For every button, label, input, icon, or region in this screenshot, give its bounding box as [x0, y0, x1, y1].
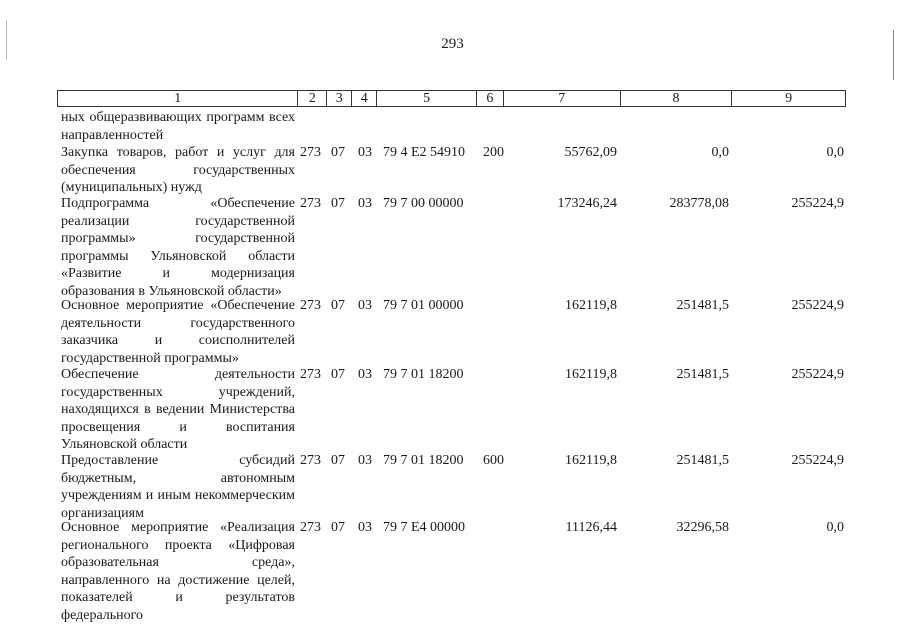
cell-grbs: 273	[300, 367, 321, 382]
column-header-4: 4	[352, 91, 377, 106]
cell-section: 07	[331, 453, 345, 468]
row-description: Основное мероприятие «Реализация регионального проекта «Цифровая образовательная среда», направленного на достижение целей, показателей и результатов федерального	[61, 520, 295, 623]
cell-amount-col7: 11126,44	[565, 520, 617, 535]
cell-amount-col8: 251481,5	[676, 453, 729, 468]
row-description: Основное мероприятие «Обеспечение деятельности государственного заказчика и соисполнителей государственной программы»	[61, 298, 295, 366]
table-header	[57, 90, 846, 107]
column-header-1: 1	[58, 91, 298, 106]
scan-edge-mark	[893, 30, 894, 80]
column-header-7: 7	[504, 91, 621, 106]
cell-grbs: 273	[300, 145, 321, 160]
scan-edge-mark	[6, 20, 7, 60]
cell-amount-col8: 283778,08	[669, 196, 729, 211]
cell-amount-col9: 255224,9	[791, 298, 844, 313]
cell-section: 07	[331, 298, 345, 313]
cell-expense-type: 200	[483, 145, 504, 160]
row-description: Предоставление субсидий бюджетным, автономным учреждениям и иным некоммерческим организациям	[61, 453, 295, 521]
cell-subsection: 03	[358, 520, 372, 535]
cell-subsection: 03	[358, 453, 372, 468]
cell-subsection: 03	[358, 196, 372, 211]
cell-target-article: 79 7 00 00000	[383, 196, 464, 211]
cell-amount-col8: 251481,5	[676, 298, 729, 313]
cell-amount-col8: 0,0	[711, 145, 729, 160]
cell-amount-col8: 32296,58	[676, 520, 729, 535]
cell-amount-col9: 255224,9	[791, 453, 844, 468]
cell-grbs: 273	[300, 453, 321, 468]
cell-amount-col9: 255224,9	[791, 196, 844, 211]
cell-amount-col7: 162119,8	[565, 367, 617, 382]
cell-amount-col7: 173246,24	[557, 196, 617, 211]
cell-target-article: 79 7 Е4 00000	[383, 520, 466, 535]
cell-amount-col7: 55762,09	[564, 145, 617, 160]
column-header-5: 5	[377, 91, 477, 106]
column-header-2: 2	[298, 91, 327, 106]
row-description: Подпрограмма «Обеспечение реализации государственной программы» государственной программы Ульяновской области «Развитие и модернизация образования в Ульяновской области»	[61, 196, 295, 299]
cell-subsection: 03	[358, 298, 372, 313]
cell-expense-type: 600	[483, 453, 504, 468]
cell-subsection: 03	[358, 145, 372, 160]
cell-target-article: 79 7 01 00000	[383, 298, 464, 313]
cell-amount-col9: 0,0	[826, 145, 844, 160]
column-header-9: 9	[785, 91, 793, 106]
cell-grbs: 273	[300, 196, 321, 211]
cell-target-article: 79 7 01 18200	[383, 453, 464, 468]
column-header-3: 3	[327, 91, 352, 106]
cell-amount-col9: 0,0	[826, 520, 844, 535]
cell-amount-col7: 162119,8	[565, 298, 617, 313]
cell-target-article: 79 7 01 18200	[383, 367, 464, 382]
row-description: Закупка товаров, работ и услуг для обеспечения государственных (муниципальных) нужд	[61, 145, 295, 195]
column-header-8: 8	[621, 91, 733, 106]
row-description: Обеспечение деятельности государственных учреждений, находящихся в ведении Министерства просвещения и воспитания Ульяновской области	[61, 367, 295, 452]
row-description: ных общеразвивающих программ всех направленностей	[61, 110, 295, 143]
cell-grbs: 273	[300, 520, 321, 535]
cell-subsection: 03	[358, 367, 372, 382]
cell-section: 07	[331, 145, 345, 160]
cell-amount-col8: 251481,5	[676, 367, 729, 382]
cell-amount-col7: 162119,8	[565, 453, 617, 468]
cell-grbs: 273	[300, 298, 321, 313]
cell-section: 07	[331, 367, 345, 382]
cell-amount-col9: 255224,9	[791, 367, 844, 382]
page-number: 293	[441, 36, 464, 52]
column-header-6: 6	[477, 91, 504, 106]
cell-section: 07	[331, 520, 345, 535]
cell-target-article: 79 4 Е2 54910	[383, 145, 466, 160]
cell-section: 07	[331, 196, 345, 211]
